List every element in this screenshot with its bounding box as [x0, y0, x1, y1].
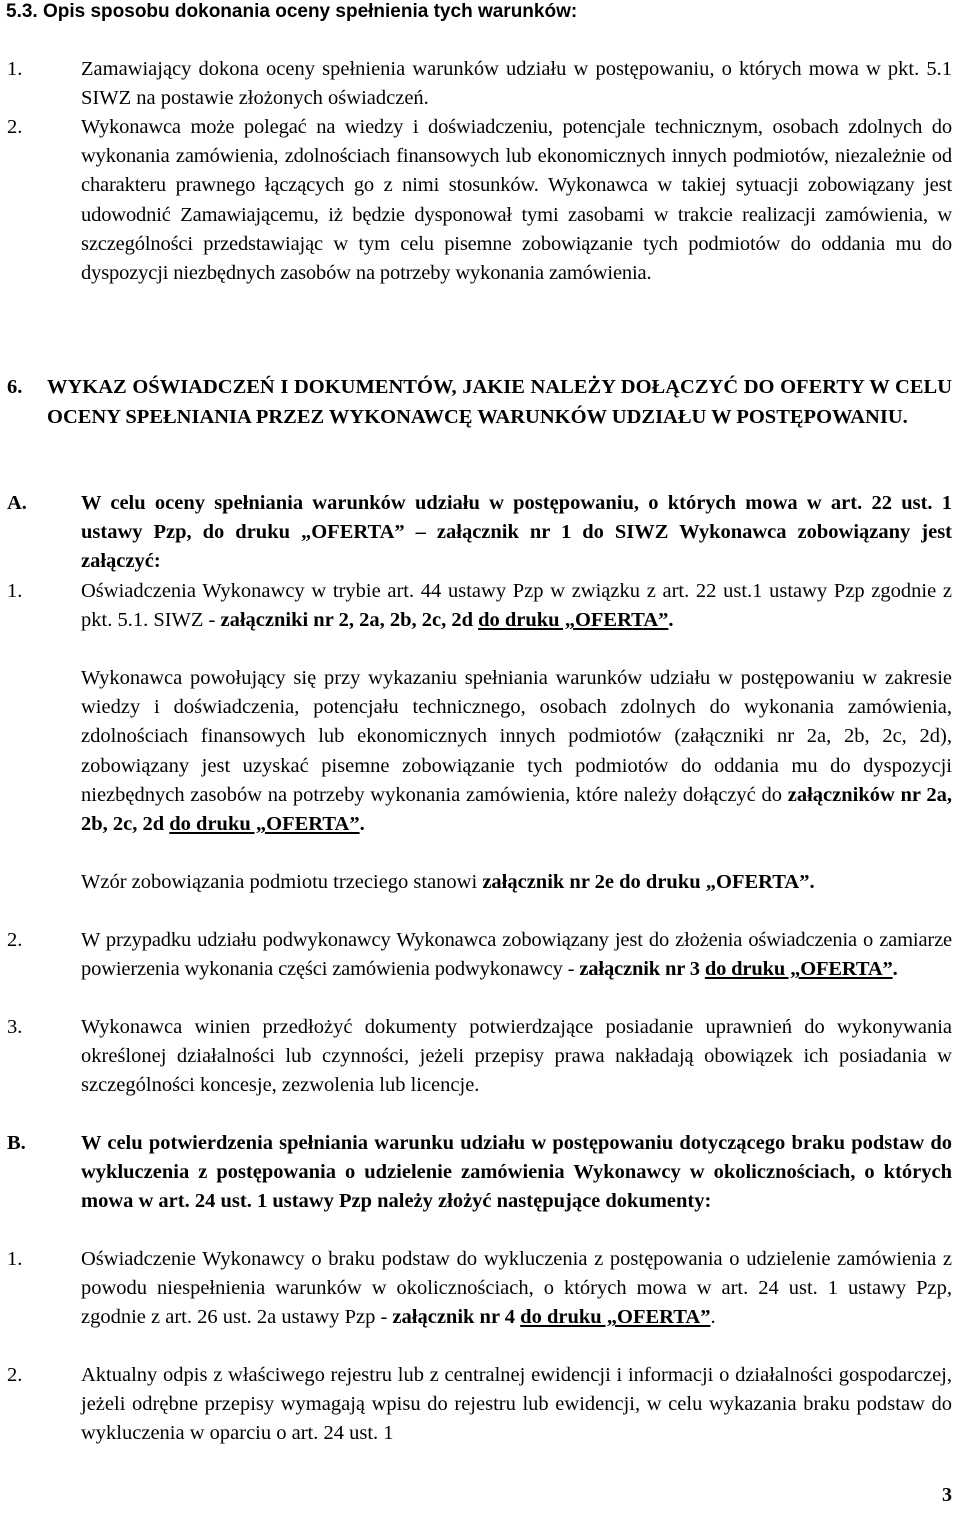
- item-number: 1.: [7, 58, 23, 80]
- item-number: 2.: [7, 116, 23, 138]
- subsection-letter: A.: [7, 492, 27, 514]
- item-number: 2.: [7, 929, 23, 951]
- item-number: 2.: [7, 1364, 23, 1386]
- item-text: Wykonawca powołujący się przy wykazaniu spełniania warunków udziału w postępowaniu w zakresie wiedzy i doświadczenia, potencjału technicznego, osobach zdolnych do wykonania zamówienia, zdolnościach finansowych lub ekonomicznych innych podmiotów (załączniki nr 2a, 2b, 2c, 2d), zobowiązany jest uzyskać pisemne zobowiązanie tych podmiotów do oddania mu do dyspozycji niezbędnych zasobów na potrzeby wykonania zamówienia, które należy dołączyć do załączników nr 2a, 2b, 2c, 2d do druku „OFERTA”.: [81, 667, 952, 836]
- druk-oferta-reference: do druku „OFERTA”: [169, 813, 360, 836]
- item-text: Aktualny odpis z właściwego rejestru lub z centralnej ewidencji i informacji o działalności gospodarczej, jeżeli odrębne przepisy wymagają wpisu do rejestru lub ewidencji, w celu wykazania braku podstaw do wykluczenia w oparciu o art. 24 ust. 1: [81, 1364, 952, 1445]
- section-title: WYKAZ OŚWIADCZEŃ I DOKUMENTÓW, JAKIE NALEŻY DOŁĄCZYĆ DO OFERTY W CELU OCENY SPEŁNIANIA PRZEZ WYKONAWCĘ WARUNKÓW UDZIAŁU W POSTĘPOWANIU.: [47, 376, 952, 428]
- subsection-letter: B.: [7, 1132, 26, 1154]
- item-text: W przypadku udziału podwykonawcy Wykonawca zobowiązany jest do złożenia oświadczenia o zamiarze powierzenia wykonania części zamówienia podwykonawcy - załącznik nr 3 do druku „OFERTA”.: [81, 929, 952, 981]
- item-text: Oświadczenie Wykonawcy o braku podstaw do wykluczenia z postępowania o udzielenie zamówienia z powodu niespełnienia warunków w okolicznościach, o których mowa w art. 24 ust. 1 ustawy Pzp, zgodnie z art. 26 ust. 2a ustawy Pzp - załącznik nr 4 do druku „OFERTA”.: [81, 1248, 952, 1329]
- item-text: Oświadczenia Wykonawcy w trybie art. 44 ustawy Pzp w związku z art. 22 ust.1 ustawy Pzp zgodnie z pkt. 5.1. SIWZ - załączniki nr 2, 2a, 2b, 2c, 2d do druku „OFERTA”.: [81, 580, 952, 632]
- druk-oferta-reference: do druku „OFERTA”: [520, 1306, 711, 1329]
- subsection-title: W celu oceny spełniania warunków udziału w postępowaniu, o których mowa w art. 22 ust. 1 ustawy Pzp, do druku „OFERTA” – załącznik nr 1 do SIWZ Wykonawca zobowiązany jest załączyć:: [81, 492, 952, 573]
- item-text: Wykonawca winien przedłożyć dokumenty potwierdzające posiadanie uprawnień do wykonywania określonej działalności lub czynności, jeżeli przepisy prawa nakładają obowiązek ich posiadania w szczególności koncesje, zezwolenia lub licencje.: [81, 1016, 952, 1097]
- druk-oferta-reference: do druku „OFERTA”: [704, 958, 893, 981]
- item-number: 1.: [7, 1248, 23, 1270]
- section-number: 6.: [7, 376, 23, 398]
- page-number: 3: [942, 1484, 952, 1506]
- subsection-title: W celu potwierdzenia spełniania warunku udziału w postępowaniu dotyczącego braku podstaw do wykluczenia z postępowania o udzielenie zamówienia Wykonawcy w okolicznościach, o których mowa w art. 24 ust. 1 ustawy Pzp należy złożyć następujące dokumenty:: [81, 1132, 952, 1213]
- item-text: Wykonawca może polegać na wiedzy i doświadczeniu, potencjale technicznym, osobach zdolnych do wykonania zamówienia, zdolnościach finansowych lub ekonomicznych innych podmiotów, niezależnie od charakteru prawnego łączących go z nimi stosunków. Wykonawca w takiej sytuacji zobowiązany jest udowodnić Zamawiającemu, iż będzie dysponował tymi zasobami w trakcie realizacji zamówienia, w szczególności przedstawiając w tym celu pisemne zobowiązanie tych podmiotów do oddania mu do dyspozycji niezbędnych zasobów na potrzeby wykonania zamówienia.: [81, 116, 952, 285]
- item-text: Wzór zobowiązania podmiotu trzeciego stanowi załącznik nr 2e do druku „OFERTA”.: [81, 871, 815, 893]
- item-number: 1.: [7, 580, 23, 602]
- section-heading-5-3: 5.3. Opis sposobu dokonania oceny spełnienia tych warunków:: [6, 1, 578, 22]
- item-number: 3.: [7, 1016, 23, 1038]
- druk-oferta-reference: do druku „OFERTA”: [478, 609, 669, 632]
- item-text: Zamawiający dokona oceny spełnienia warunków udziału w postępowaniu, o których mowa w pkt. 5.1 SIWZ na postawie złożonych oświadczeń.: [81, 58, 952, 110]
